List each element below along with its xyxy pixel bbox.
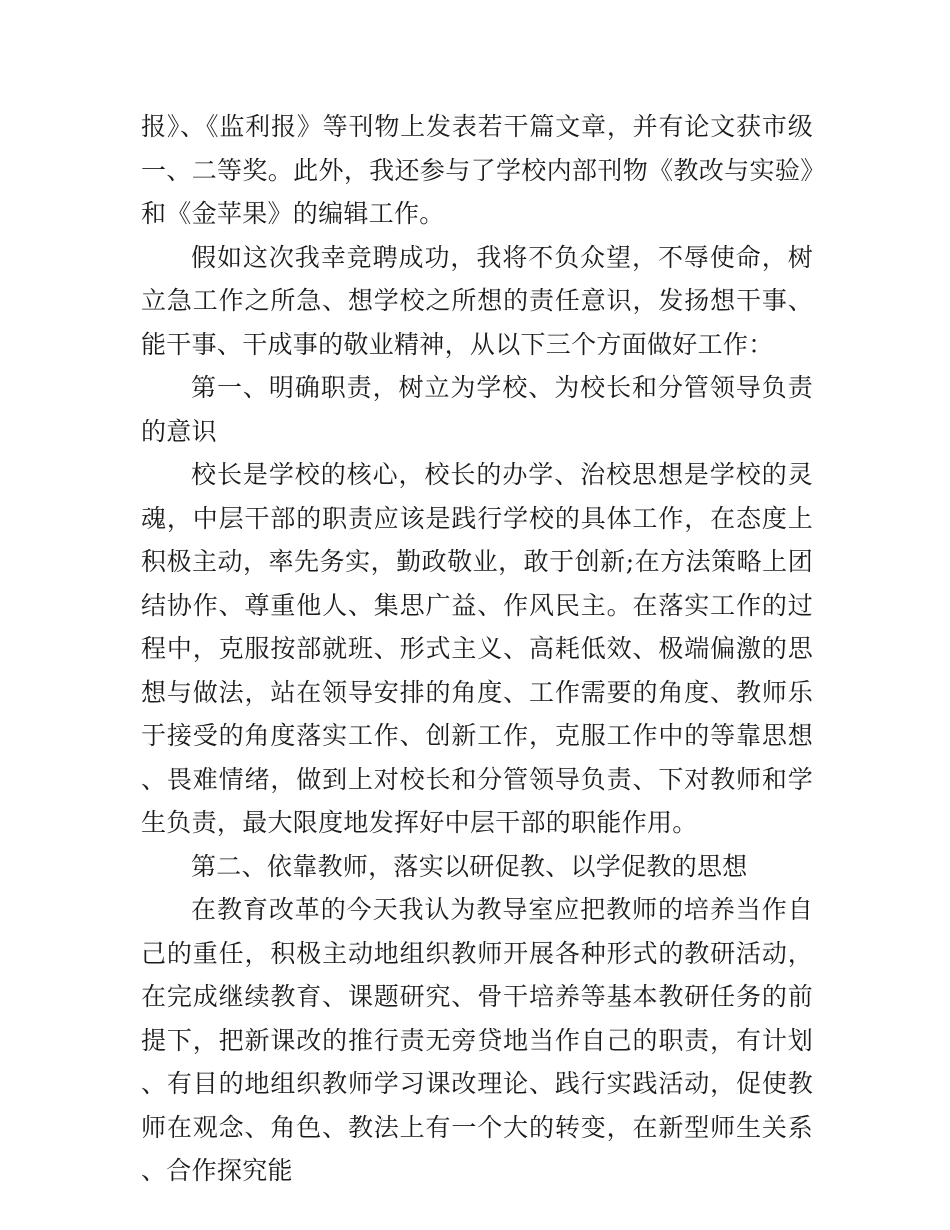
document-body (141, 105, 813, 1193)
section-heading-first: 第一、明确职责，树立为学校、为校长和分管领导负责的意识 (141, 373, 813, 446)
section-heading-second: 第二、依靠教师，落实以研促教、以学促教的思想 (191, 851, 748, 881)
paragraph-commitment: 假如这次我幸竞聘成功，我将不负众望，不辱使命，树立急工作之所急、想学校之所想的责任意识，发扬想干事、能干事、干成事的敬业精神，从以下三个方面做好工作： (141, 242, 813, 359)
paragraph-teacher-training: 在教育改革的今天我认为教导室应把教师的培养当作自己的重任，积极主动地组织教师开展各种形式的教研活动，在完成继续教育、课题研究、骨干培养等基本教研任务的前提下，把新课改的推行责无旁贷地当作自己的职责，有计划、有目的地组织教师学习课改理论、践行实践活动，促使教师在观念、角色、教法上有一个大的转变，在新型师生关系、合作探究能 (141, 895, 813, 1185)
paragraph-principal-role: 校长是学校的核心，校长的办学、治校思想是学校的灵魂，中层干部的职责应该是践行学校的具体工作，在态度上积极主动，率先务实，勤政敬业，敢于创新;在方法策略上团结协作、尊重他人、集思广益、作风民主。在落实工作的过程中，克服按部就班、形式主义、高耗低效、极端偏激的思想与做法，站在领导安排的角度、工作需要的角度、教师乐于接受的角度落实工作、创新工作，克服工作中的等靠思想、畏难情绪，做到上对校长和分管领导负责、下对教师和学生负责，最大限度地发挥好中层干部的职能作用。 (141, 460, 813, 837)
paragraph-continuation: 报》、《监利报》等刊物上发表若干篇文章，并有论文获市级一、二等奖。此外，我还参与了学校内部刊物《教改与实验》和《金苹果》的编辑工作。 (141, 112, 813, 228)
